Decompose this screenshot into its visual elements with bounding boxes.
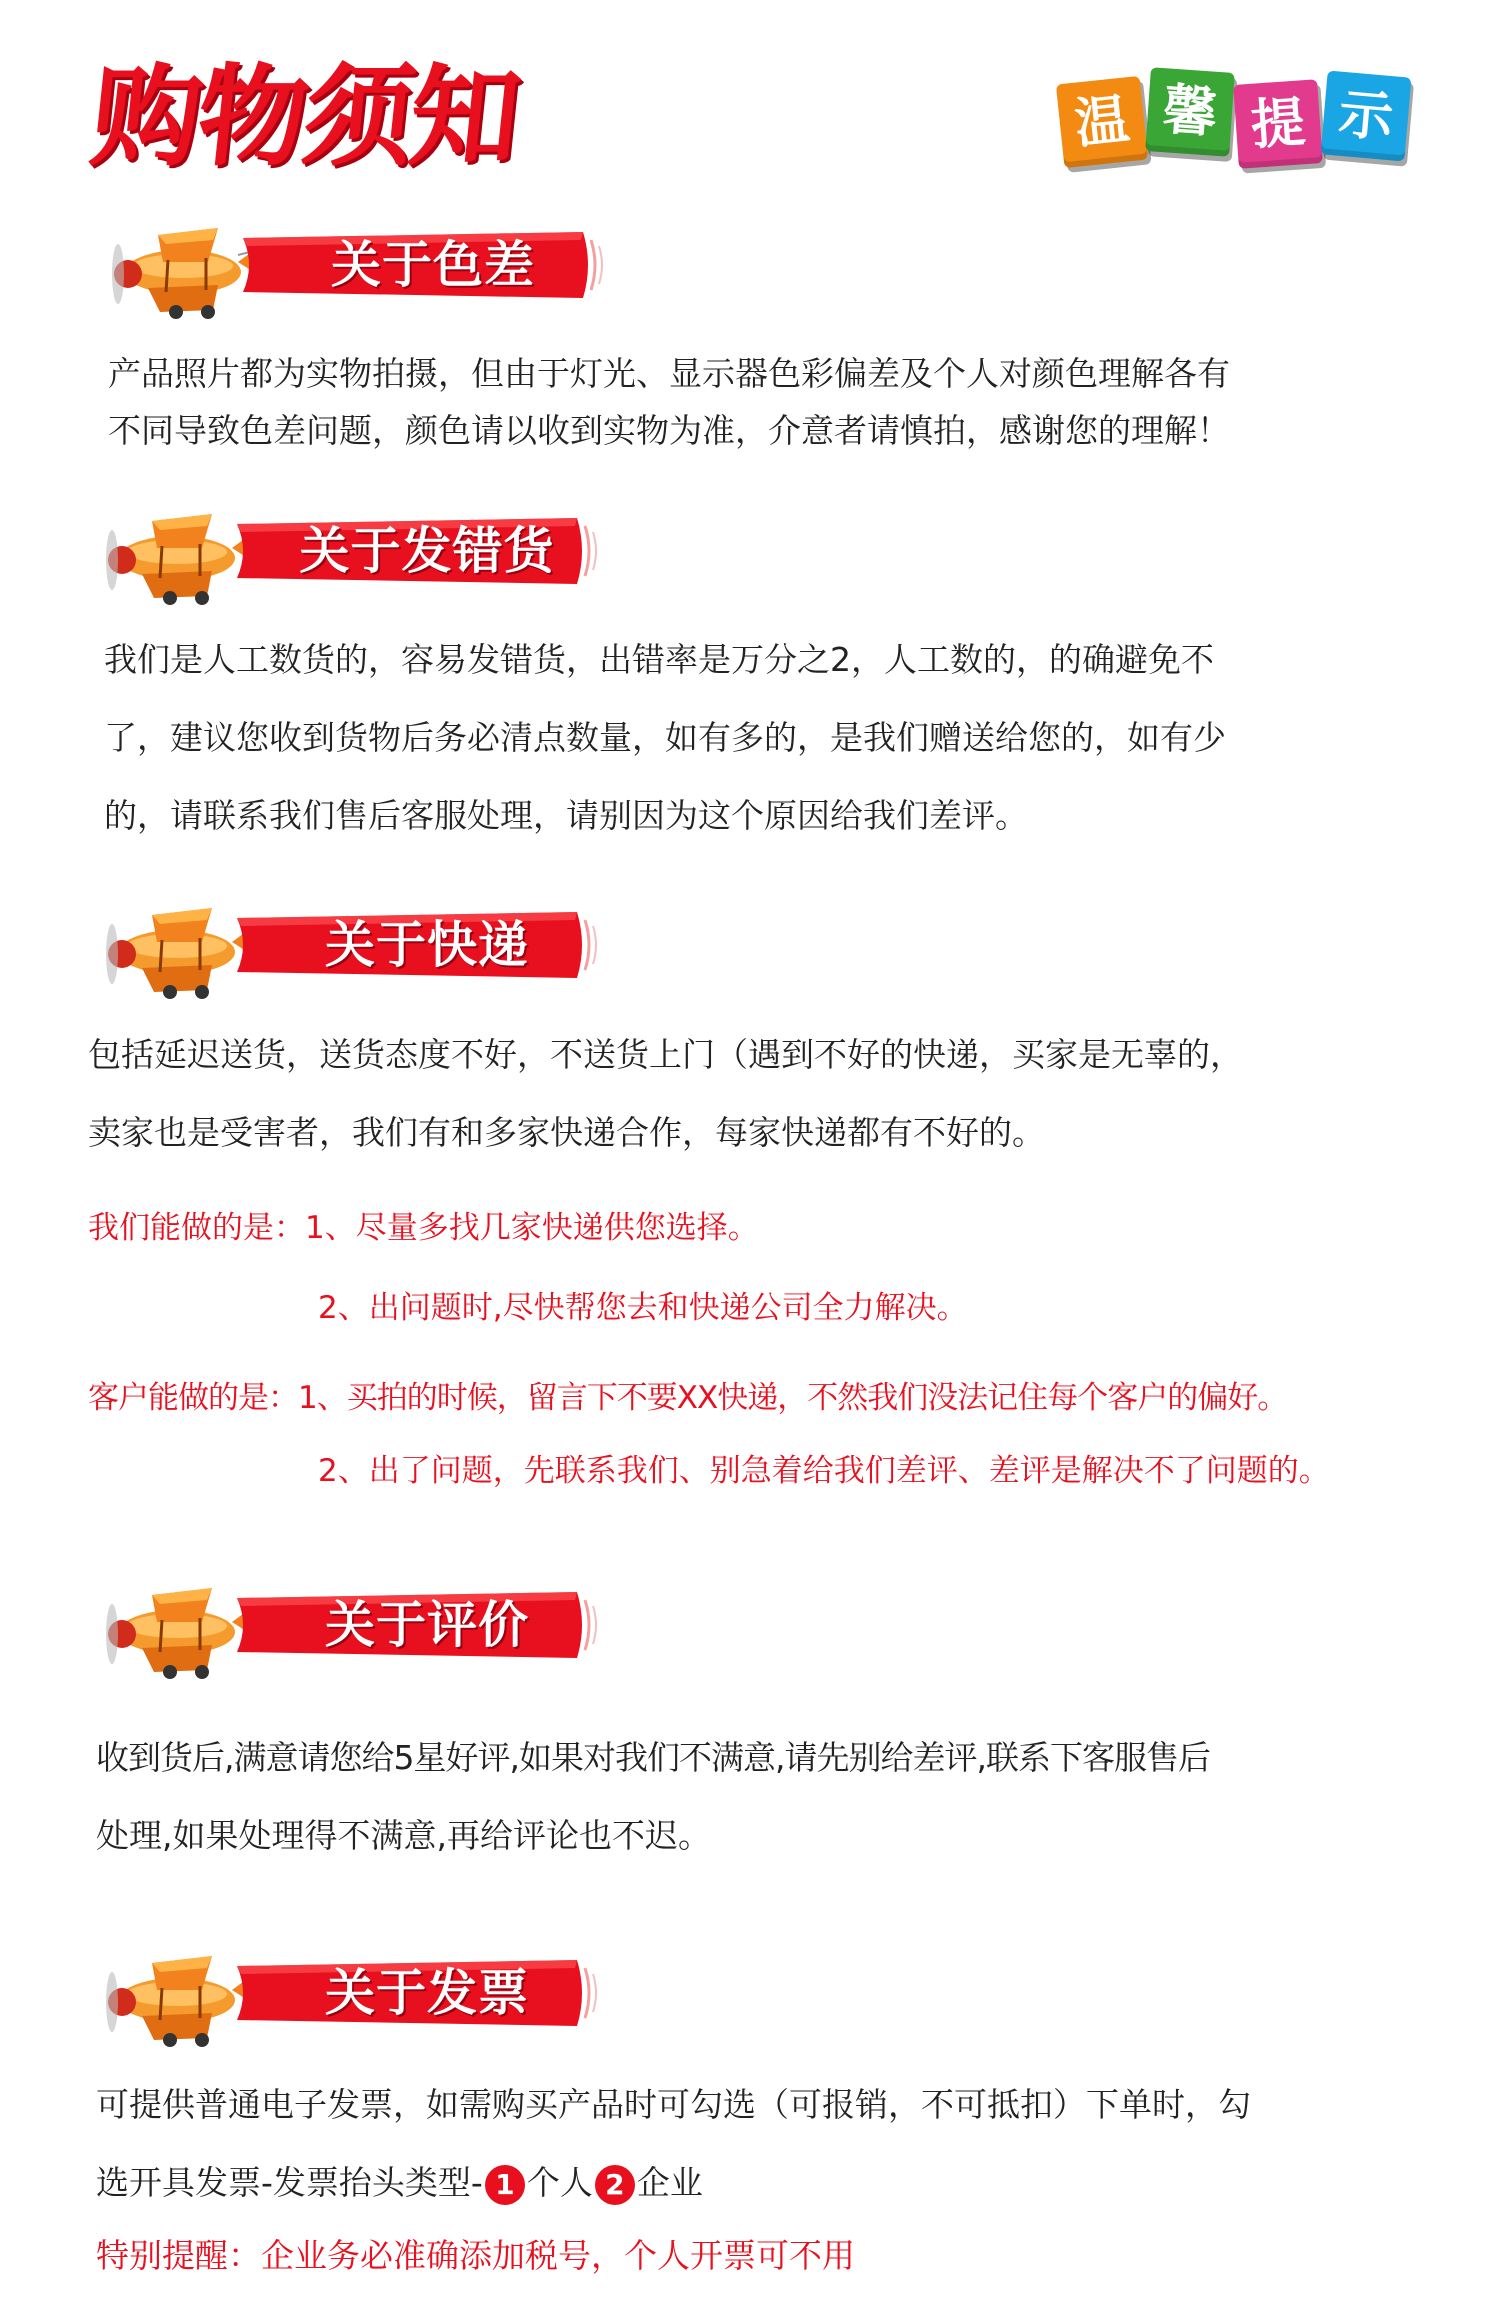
option-number-badge: 1 [485,2165,525,2205]
review-line-2: 处理,如果处理得不满意,再给评论也不迟。 [96,1816,711,1855]
ribbon-banner [237,1958,607,2028]
invoice-notice: 特别提醒：企业务必准确添加税号，个人开票可不用 [96,2236,855,2275]
section-heading: 关于发错货 [299,522,555,580]
wrong-goods-line-1: 我们是人工数货的，容易发错货，出错率是万分之2，人工数的，的确避免不 [104,640,1214,679]
we-can-line-2: 2、出问题时,尽快帮您去和快递公司全力解决。 [318,1290,968,1326]
color-diff-line-1: 产品照片都为实物拍摄，但由于灯光、显示器色彩偏差及个人对颜色理解各有 [108,354,1230,393]
invoice-type-prefix: 选开具发票-发票抬头类型- [96,2163,483,2202]
option-personal: 个人 [526,2163,593,2202]
section-header-review [82,1560,682,1690]
we-can-line-1: 我们能做的是：1、尽量多找几家快递供您选择。 [88,1210,759,1246]
tip-tile: 示 [1320,70,1411,161]
tip-tile: 温 [1056,76,1148,168]
section-heading: 关于发票 [325,1964,529,2022]
section-heading: 关于色差 [331,236,535,294]
ribbon-banner [237,516,607,586]
ribbon-banner [237,1590,607,1660]
option-enterprise: 企业 [636,2163,703,2202]
express-line-2: 卖家也是受害者，我们有和多家快递合作，每家快递都有不好的。 [88,1113,1045,1152]
customer-can-line-1: 客户能做的是：1、买拍的时候，留言下不要XX快递，不然我们没法记住每个客户的偏好。 [88,1380,1288,1416]
page-title: 购物须知 [85,53,523,181]
section-heading: 关于评价 [325,1596,529,1654]
tip-tile: 提 [1233,79,1323,169]
ribbon-banner [237,910,607,980]
review-line-1: 收到货后,满意请您给5星好评,如果对我们不满意,请先别给差评,联系下客服售后 [96,1738,1210,1777]
section-heading: 关于快递 [325,916,529,974]
section-header-express [82,880,682,1010]
customer-can-line-2: 2、出了问题，先联系我们、别急着给我们差评、差评是解决不了问题的。 [318,1453,1330,1489]
section-header-invoice [82,1928,682,2058]
ribbon-banner [243,230,613,300]
warm-tip-badge [1060,70,1415,180]
wrong-goods-line-3: 的，请联系我们售后客服处理，请别因为这个原因给我们差评。 [104,796,1028,835]
tip-tile: 馨 [1145,67,1235,157]
color-diff-line-2: 不同导致色差问题，颜色请以收到实物为准，介意者请慎拍，感谢您的理解！ [108,411,1230,450]
section-header-wrong-goods [82,486,682,616]
invoice-line-2 [96,2153,703,2213]
option-number-badge: 2 [595,2165,635,2205]
section-header-color-diff [88,200,688,330]
wrong-goods-line-2: 了，建议您收到货物后务必清点数量，如有多的，是我们赠送给您的，如有少 [104,718,1226,757]
invoice-line-1: 可提供普通电子发票，如需购买产品时可勾选（可报销，不可抵扣）下单时，勾 [96,2085,1251,2124]
express-line-1: 包括延迟送货，送货态度不好，不送货上门（遇到不好的快递，买家是无辜的， [88,1035,1243,1074]
